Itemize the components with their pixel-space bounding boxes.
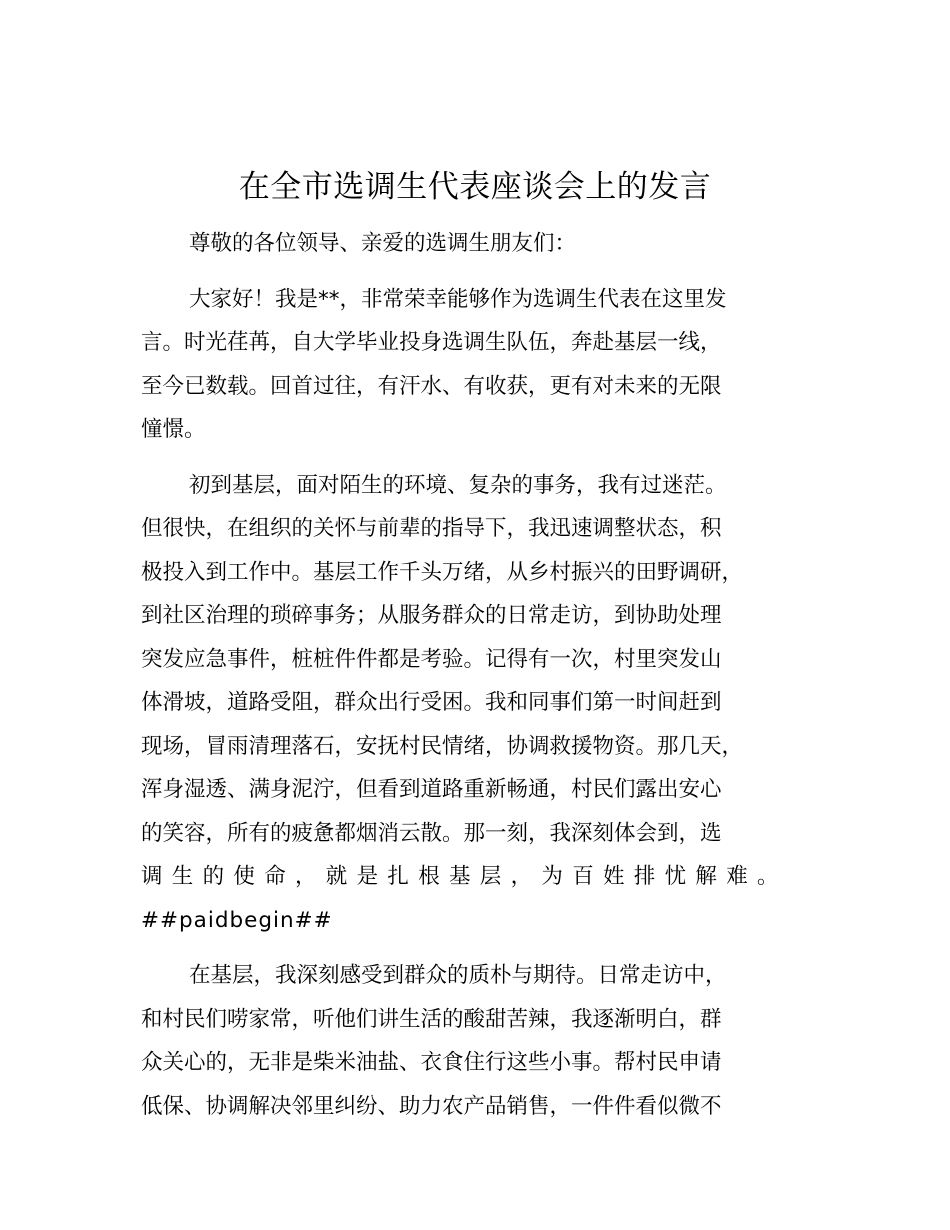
paragraph-line: 到社区治理的琐碎事务；从服务群众的日常走访，到协助处理 xyxy=(141,603,722,628)
paragraph-people xyxy=(141,954,831,1128)
paragraph-line: 低保、协调解决邻里纠纷、助力农产品销售，一件件看似微不 xyxy=(141,1093,722,1119)
paragraph-line: 体滑坡，道路受阻，群众出行受困。我和同事们第一时间赶到 xyxy=(141,690,722,715)
document-body xyxy=(141,222,831,1140)
paragraph-line: 现场，冒雨清理落石，安抚村民情绪，协调救援物资。那几天， xyxy=(141,733,744,759)
paragraph-line: 在基层，我深刻感受到群众的质朴与期待。日常走访中， xyxy=(189,963,727,988)
paragraph-experience xyxy=(141,464,831,943)
salutation xyxy=(141,222,831,266)
paragraph-line: 众关心的，无非是柴米油盐、衣食住行这些小事。帮村民申请 xyxy=(141,1050,722,1075)
paragraph-line: 的笑容，所有的疲惫都烟消云散。那一刻，我深刻体会到，选 xyxy=(141,820,722,846)
paragraph-line: 言。时光荏苒，自大学毕业投身选调生队伍，奔赴基层一线， xyxy=(141,330,722,355)
salutation-line: 尊敬的各位领导、亲爱的选调生朋友们： xyxy=(189,231,577,256)
paragraph-line: 但很快，在组织的关怀与前辈的指导下，我迅速调整状态，积 xyxy=(141,516,722,541)
paragraph-line: 大家好！我是**，非常荣幸能够作为选调生代表在这里发 xyxy=(189,286,727,312)
paragraph-line: 突发应急事件，桩桩件件都是考验。记得有一次，村里突发山 xyxy=(141,646,722,672)
document-title: 在全市选调生代表座谈会上的发言 xyxy=(238,169,712,205)
paragraph-line: 极投入到工作中。基层工作千头万绪，从乡村振兴的田野调研， xyxy=(141,559,744,585)
paragraph-line: 浑身湿透、满身泥泞，但看到道路重新畅通，村民们露出安心 xyxy=(141,777,722,802)
paragraph-line: 憧憬。 xyxy=(141,417,206,442)
paid-marker: ##paidbegin## xyxy=(141,907,333,933)
paragraph-greeting xyxy=(141,278,831,452)
paragraph-line: 至今已数载。回首过往，有汗水、有收获，更有对未来的无限 xyxy=(141,373,722,399)
paragraph-line: 和村民们唠家常，听他们讲生活的酸甜苦辣，我逐渐明白，群 xyxy=(141,1006,722,1032)
paragraph-line: 初到基层，面对陌生的环境、复杂的事务，我有过迷茫。 xyxy=(189,472,727,498)
paragraph-line: 调生的使命，就是扎根基层，为百姓排忧解难。 xyxy=(141,864,788,889)
